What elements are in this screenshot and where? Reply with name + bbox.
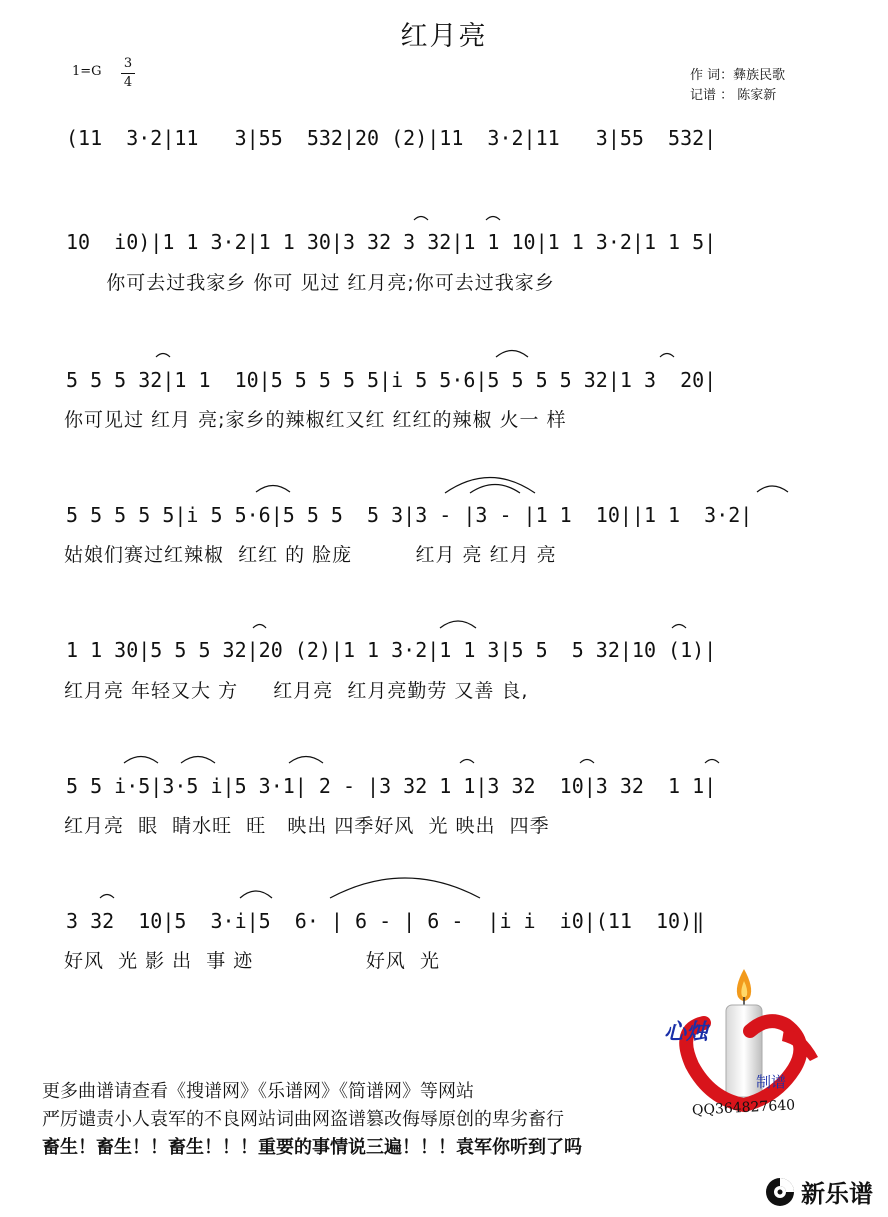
lyric-line-6: 红月亮 眼 睛水旺 旺 映出 四季好风 光 映出 四季: [64, 815, 550, 837]
logo-left-text: 心烛: [664, 1020, 709, 1045]
lyric-line-5: 红月亮 年轻又大 方 红月亮 红月亮勤劳 又善 良,: [64, 680, 529, 702]
staff-line-2: 10 i0)|1 1 3·2|1 1 30|3 32 3 32|1 1 10|1 1 3·2|1 1 5|: [66, 230, 717, 254]
lyricist-credit: 作 词：彝族民歌: [690, 68, 786, 83]
staff-line-7: 3 32 10|5 3·i|5 6· | 6 - | 6 - |i i i0|(11 10)‖: [66, 909, 705, 933]
footer-line-3: 畜生！畜生！！畜生！！！重要的事情说三遍！！！袁军你听到了吗: [42, 1137, 582, 1158]
staff-line-4: 5 5 5 5 5|i 5 5·6|5 5 5 5 3|3 - |3 - |1 1 10||1 1 3·2|: [66, 503, 753, 527]
lyric-line-4: 姑娘们赛过红辣椒 红红 的 脸庞 红月 亮 红月 亮: [64, 544, 557, 566]
staff-line-5: 1 1 30|5 5 5 32|20 (2)|1 1 3·2|1 1 3|5 5 5 32|10 (1)|: [66, 638, 717, 662]
time-top: 3: [123, 56, 133, 71]
lyric-line-2: 你可去过我家乡 你可 见过 红月亮;你可去过我家乡: [64, 272, 555, 294]
lyric-line-3: 你可见过 红月 亮;家乡的辣椒红又红 红红的辣椒 火一 样: [64, 409, 567, 431]
brand-watermark: [765, 1174, 873, 1209]
disc-icon: [765, 1177, 795, 1207]
brand-name: 新乐谱: [801, 1180, 873, 1208]
footer-line-1: 更多曲谱请查看《搜谱网》《乐谱网》《简谱网》等网站: [42, 1081, 474, 1102]
logo-right-text: 制谱: [756, 1073, 787, 1091]
page-title: 红月亮: [400, 21, 488, 52]
candle-logo: [664, 965, 834, 1115]
staff-line-6: 5 5 i·5|3·5 i|5 3·1| 2 - |3 32 1 1|3 32 10|3 32 1 1|: [66, 774, 717, 798]
time-bottom: 4: [123, 75, 133, 90]
footer-line-2: 严厉谴责小人袁军的不良网站词曲网盗谱篡改侮辱原创的卑劣畜行: [42, 1109, 564, 1130]
qq-number: QQ364827640: [691, 1097, 796, 1119]
lyric-line-7: 好风 光 影 出 事 迹 好风 光: [64, 950, 440, 972]
notation-credit: 记谱 ： 陈家新: [690, 88, 777, 103]
staff-line-3: 5 5 5 32|1 1 10|5 5 5 5 5|i 5 5·6|5 5 5 5 32|1 3 20|: [66, 368, 717, 392]
staff-line-1: (11 3·2|11 3|55 532|20 (2)|11 3·2|11 3|55 532|: [66, 126, 717, 150]
key-signature: 1=G: [72, 64, 102, 79]
